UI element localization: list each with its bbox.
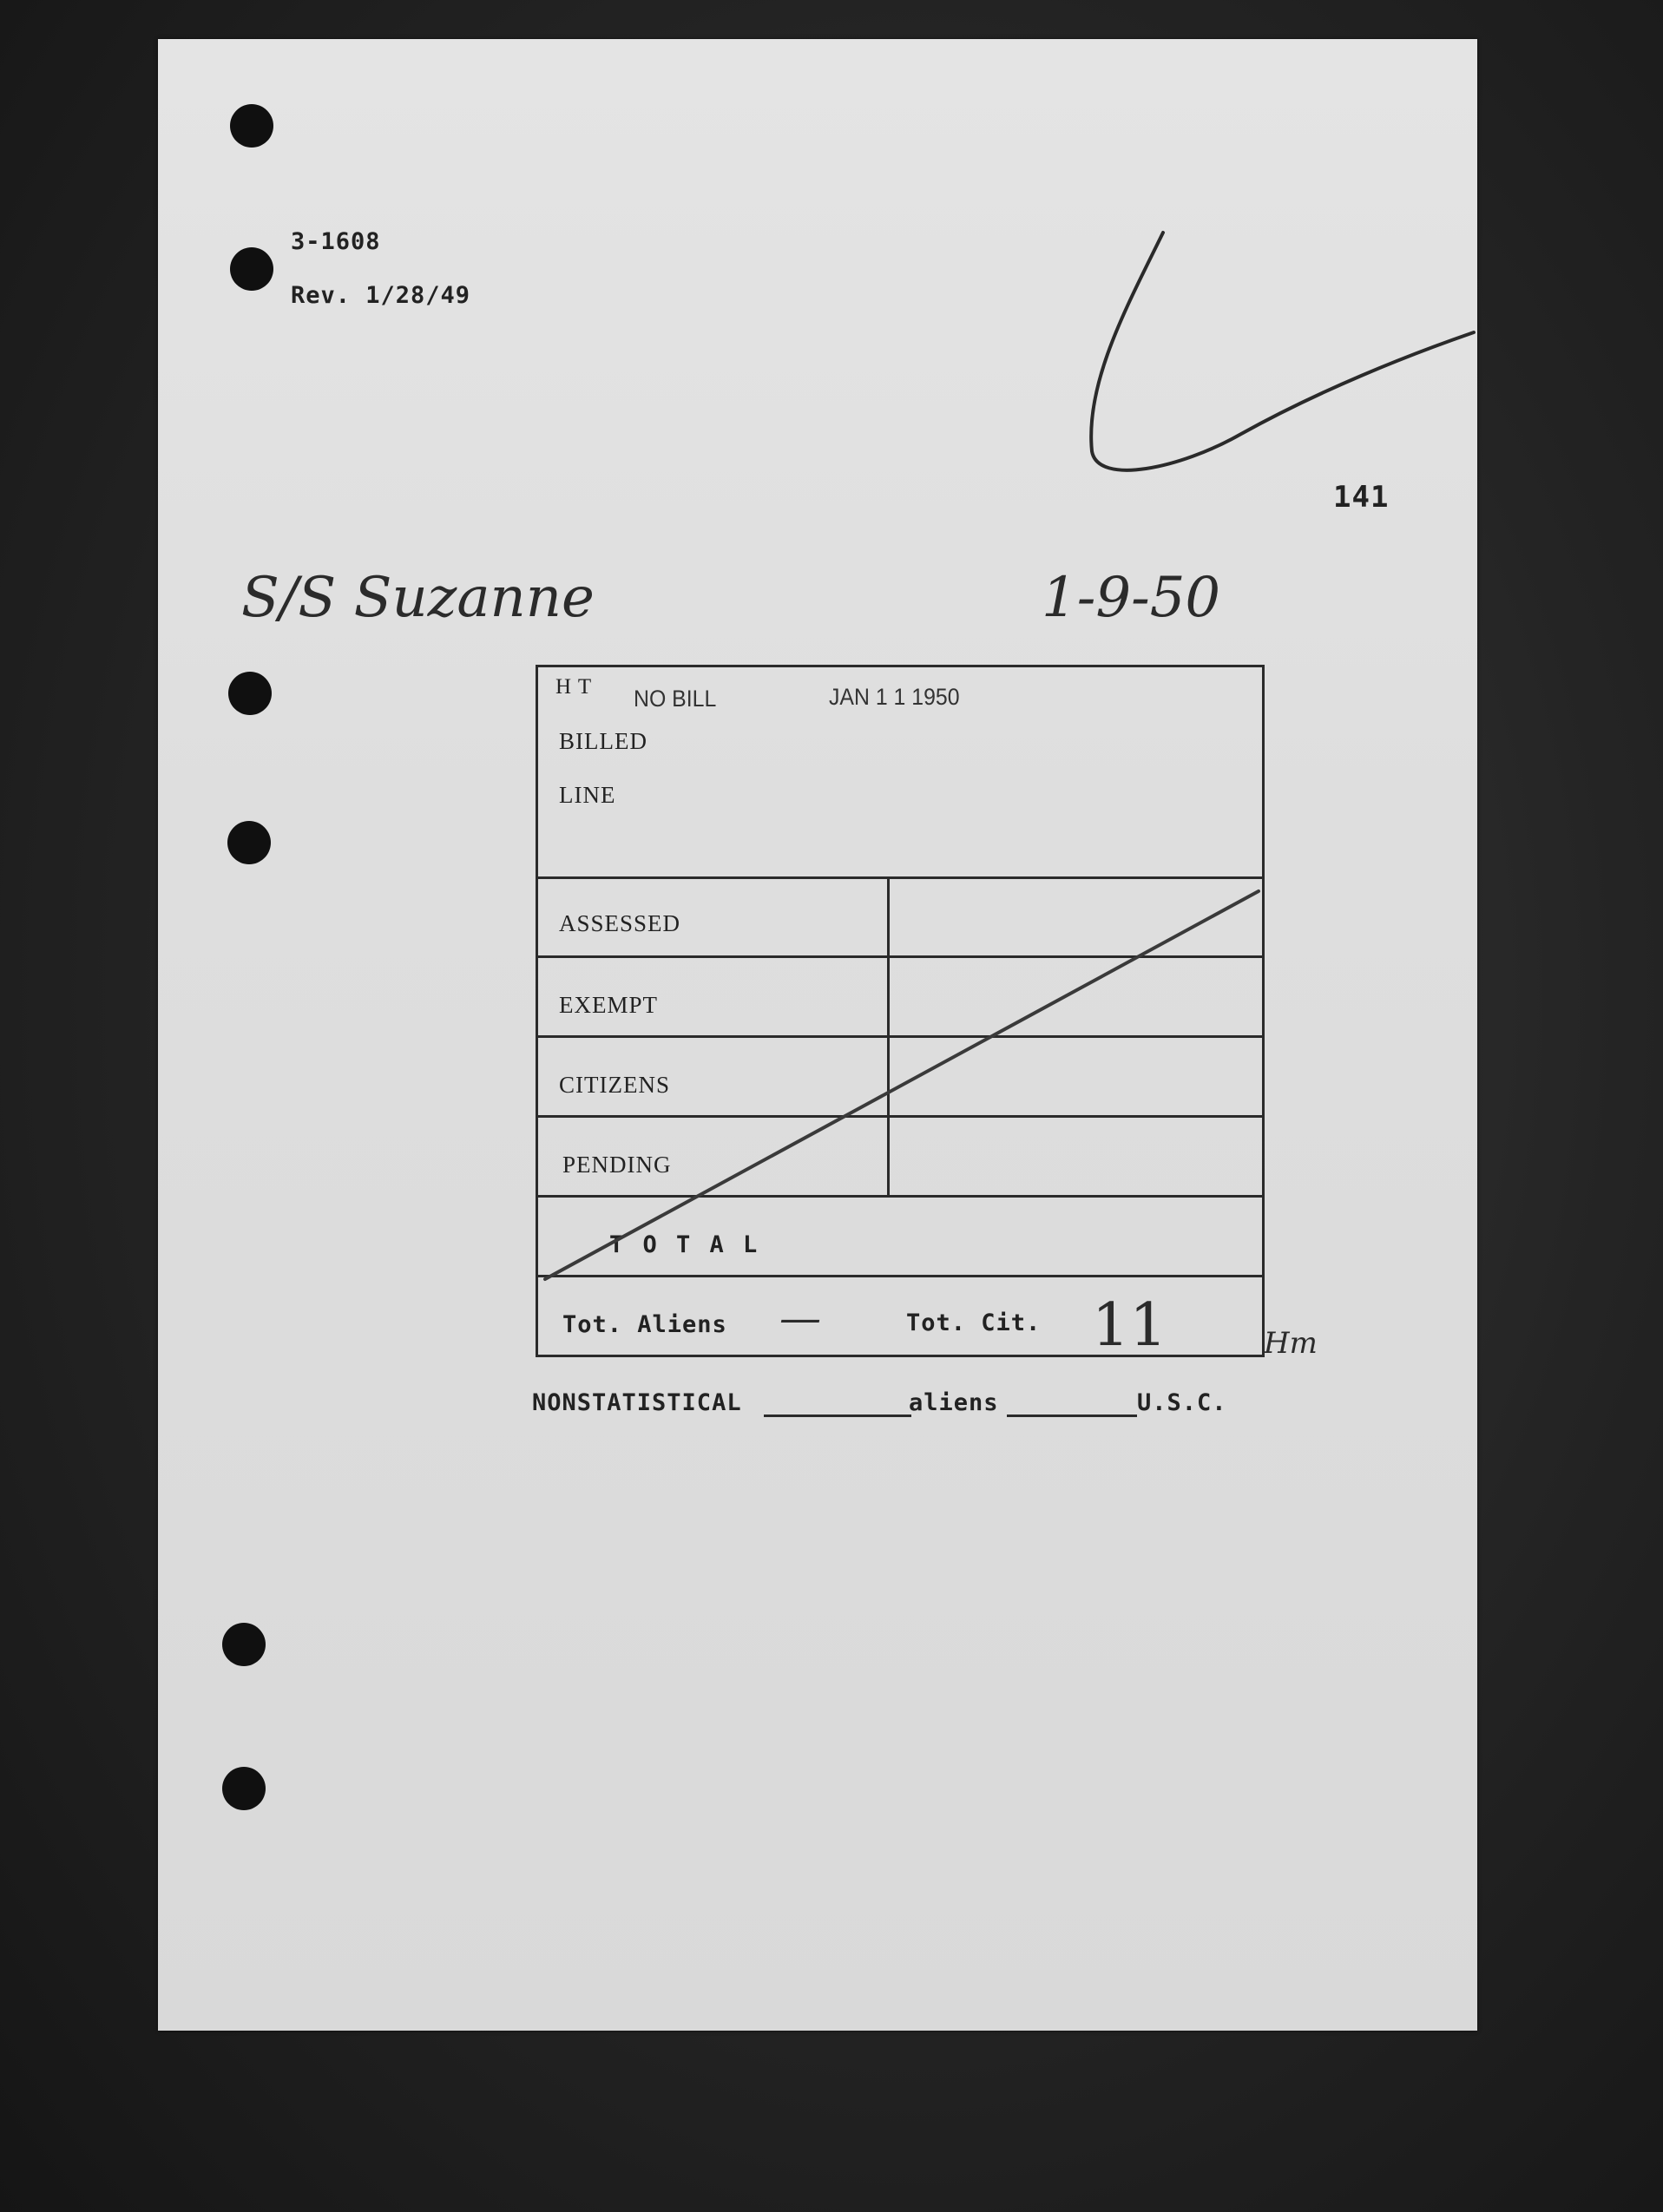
handwritten-date: 1-9-50 bbox=[1042, 566, 1221, 630]
tot-aliens-value: — bbox=[779, 1294, 821, 1342]
check-mark-stroke bbox=[1091, 233, 1474, 470]
ht-label: H T bbox=[555, 675, 593, 699]
nonstatistical-label: NONSTATISTICAL bbox=[532, 1389, 742, 1416]
exempt-label: EXEMPT bbox=[559, 992, 658, 1018]
page-number: 141 bbox=[1333, 480, 1390, 515]
no-bill-stamp: NO BILL bbox=[634, 686, 717, 712]
usc-label: U.S.C. bbox=[1137, 1389, 1227, 1416]
form-revision: Rev. 1/28/49 bbox=[291, 282, 471, 309]
tot-aliens-label: Tot. Aliens bbox=[562, 1311, 727, 1338]
citizens-label: CITIZENS bbox=[559, 1072, 670, 1098]
aliens-label: aliens bbox=[909, 1389, 999, 1416]
pending-label: PENDING bbox=[562, 1152, 672, 1178]
stamp-date: JAN 1 1 1950 bbox=[829, 684, 960, 710]
billed-label: BILLED bbox=[559, 728, 647, 754]
ship-name: S/S Suzanne bbox=[241, 566, 595, 630]
line-label: LINE bbox=[559, 782, 616, 808]
total-label: T O T A L bbox=[609, 1231, 760, 1258]
initials: Hm bbox=[1264, 1326, 1318, 1361]
tot-cit-label: Tot. Cit. bbox=[906, 1309, 1042, 1336]
assessed-label: ASSESSED bbox=[559, 910, 681, 936]
form-number: 3-1608 bbox=[291, 228, 381, 255]
tot-cit-value: 11 bbox=[1092, 1291, 1167, 1360]
cancel-diagonal-stroke bbox=[545, 891, 1259, 1279]
